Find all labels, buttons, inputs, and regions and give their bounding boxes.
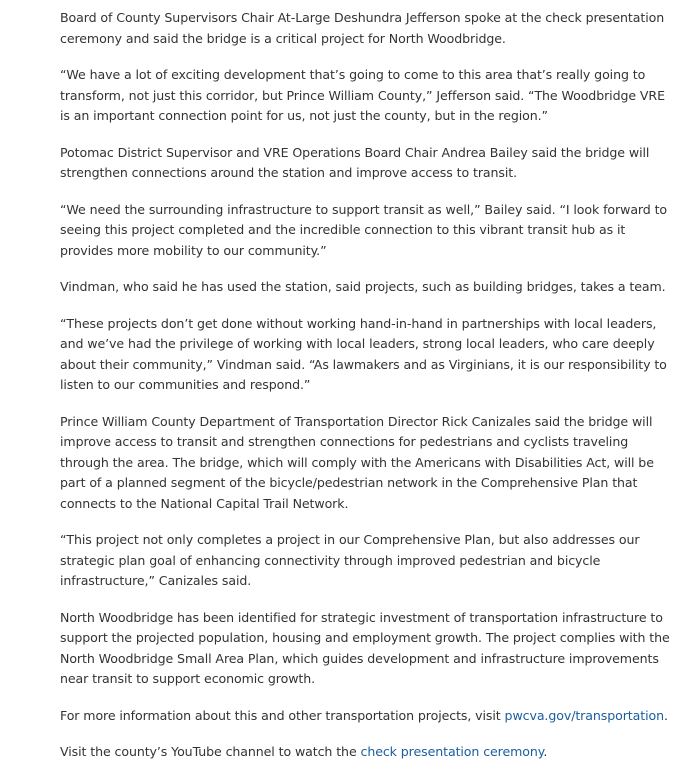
paragraph-more-info xyxy=(60,706,672,727)
paragraph-bailey-intro: Potomac District Supervisor and VRE Operations Board Chair Andrea Bailey said the bridge will strengthen connections around the station and improve access to transit. xyxy=(60,144,650,180)
paragraph-vindman-intro: Vindman, who said he has used the station, said projects, such as building bridges, takes a team. xyxy=(60,279,666,294)
transportation-link[interactable]: pwcva.gov/transportation xyxy=(504,707,664,723)
paragraph-north-woodbridge: North Woodbridge has been identified for strategic investment of transportation infrastructure to support the projected population, housing and employment growth. The project complies with the North Woodbridge Small Area Plan, which guides development and infrastructure improvements near transit to support economic growth. xyxy=(60,609,670,686)
paragraph-canizales-intro: Prince William County Department of Transportation Director Rick Canizales said the bridge will improve access to transit and strengthen connections for pedestrians and cyclists traveling through the area. The bridge, which will comply with the Americans with Disabilities Act, will be part of a planned segment of the bicycle/pedestrian network in the Comprehensive Plan that connects to the National Capital Trail Network. xyxy=(60,413,654,511)
youtube-period: . xyxy=(543,744,548,759)
more-info-text: For more information about this and other transportation projects, visit xyxy=(60,707,505,723)
paragraph-youtube xyxy=(60,742,672,763)
paragraph-jefferson-intro: Board of County Supervisors Chair At-Large Deshundra Jefferson spoke at the check presentation ceremony and said the bridge is a critical project for North Woodbridge. xyxy=(60,10,665,46)
youtube-text: Visit the county’s YouTube channel to watch the xyxy=(60,744,361,759)
paragraph-canizales-quote: “This project not only completes a project in our Comprehensive Plan, but also addresses our strategic plan goal of enhancing connectivity through improved pedestrian and bicycle infrastructure,” Canizales said. xyxy=(60,532,640,588)
ceremony-video-link[interactable]: check presentation ceremony xyxy=(360,744,544,759)
article-body xyxy=(60,8,672,779)
paragraph-vindman-quote: “These projects don’t get done without working hand-in-hand in partnerships with local leaders, and we’ve had the privilege of working with local leaders, strong local leaders, who care deeply about their community,” Vindman said. “As lawmakers and as Virginians, it is our responsibility to listen to our communities and respond.” xyxy=(60,315,667,392)
paragraph-bailey-quote: “We need the surrounding infrastructure to support transit as well,” Bailey said. “I look forward to seeing this project completed and the incredible connection to this vibrant transit hub as it provides more mobility to our community.” xyxy=(60,201,668,258)
paragraph-jefferson-quote: “We have a lot of exciting development that’s going to come to this area that’s really going to transform, not just this corridor, but Prince William County,” Jefferson said. “The Woodbridge VRE is an important connection point for us, not just the county, but in the region.” xyxy=(60,67,665,123)
more-info-period: . xyxy=(663,707,668,723)
